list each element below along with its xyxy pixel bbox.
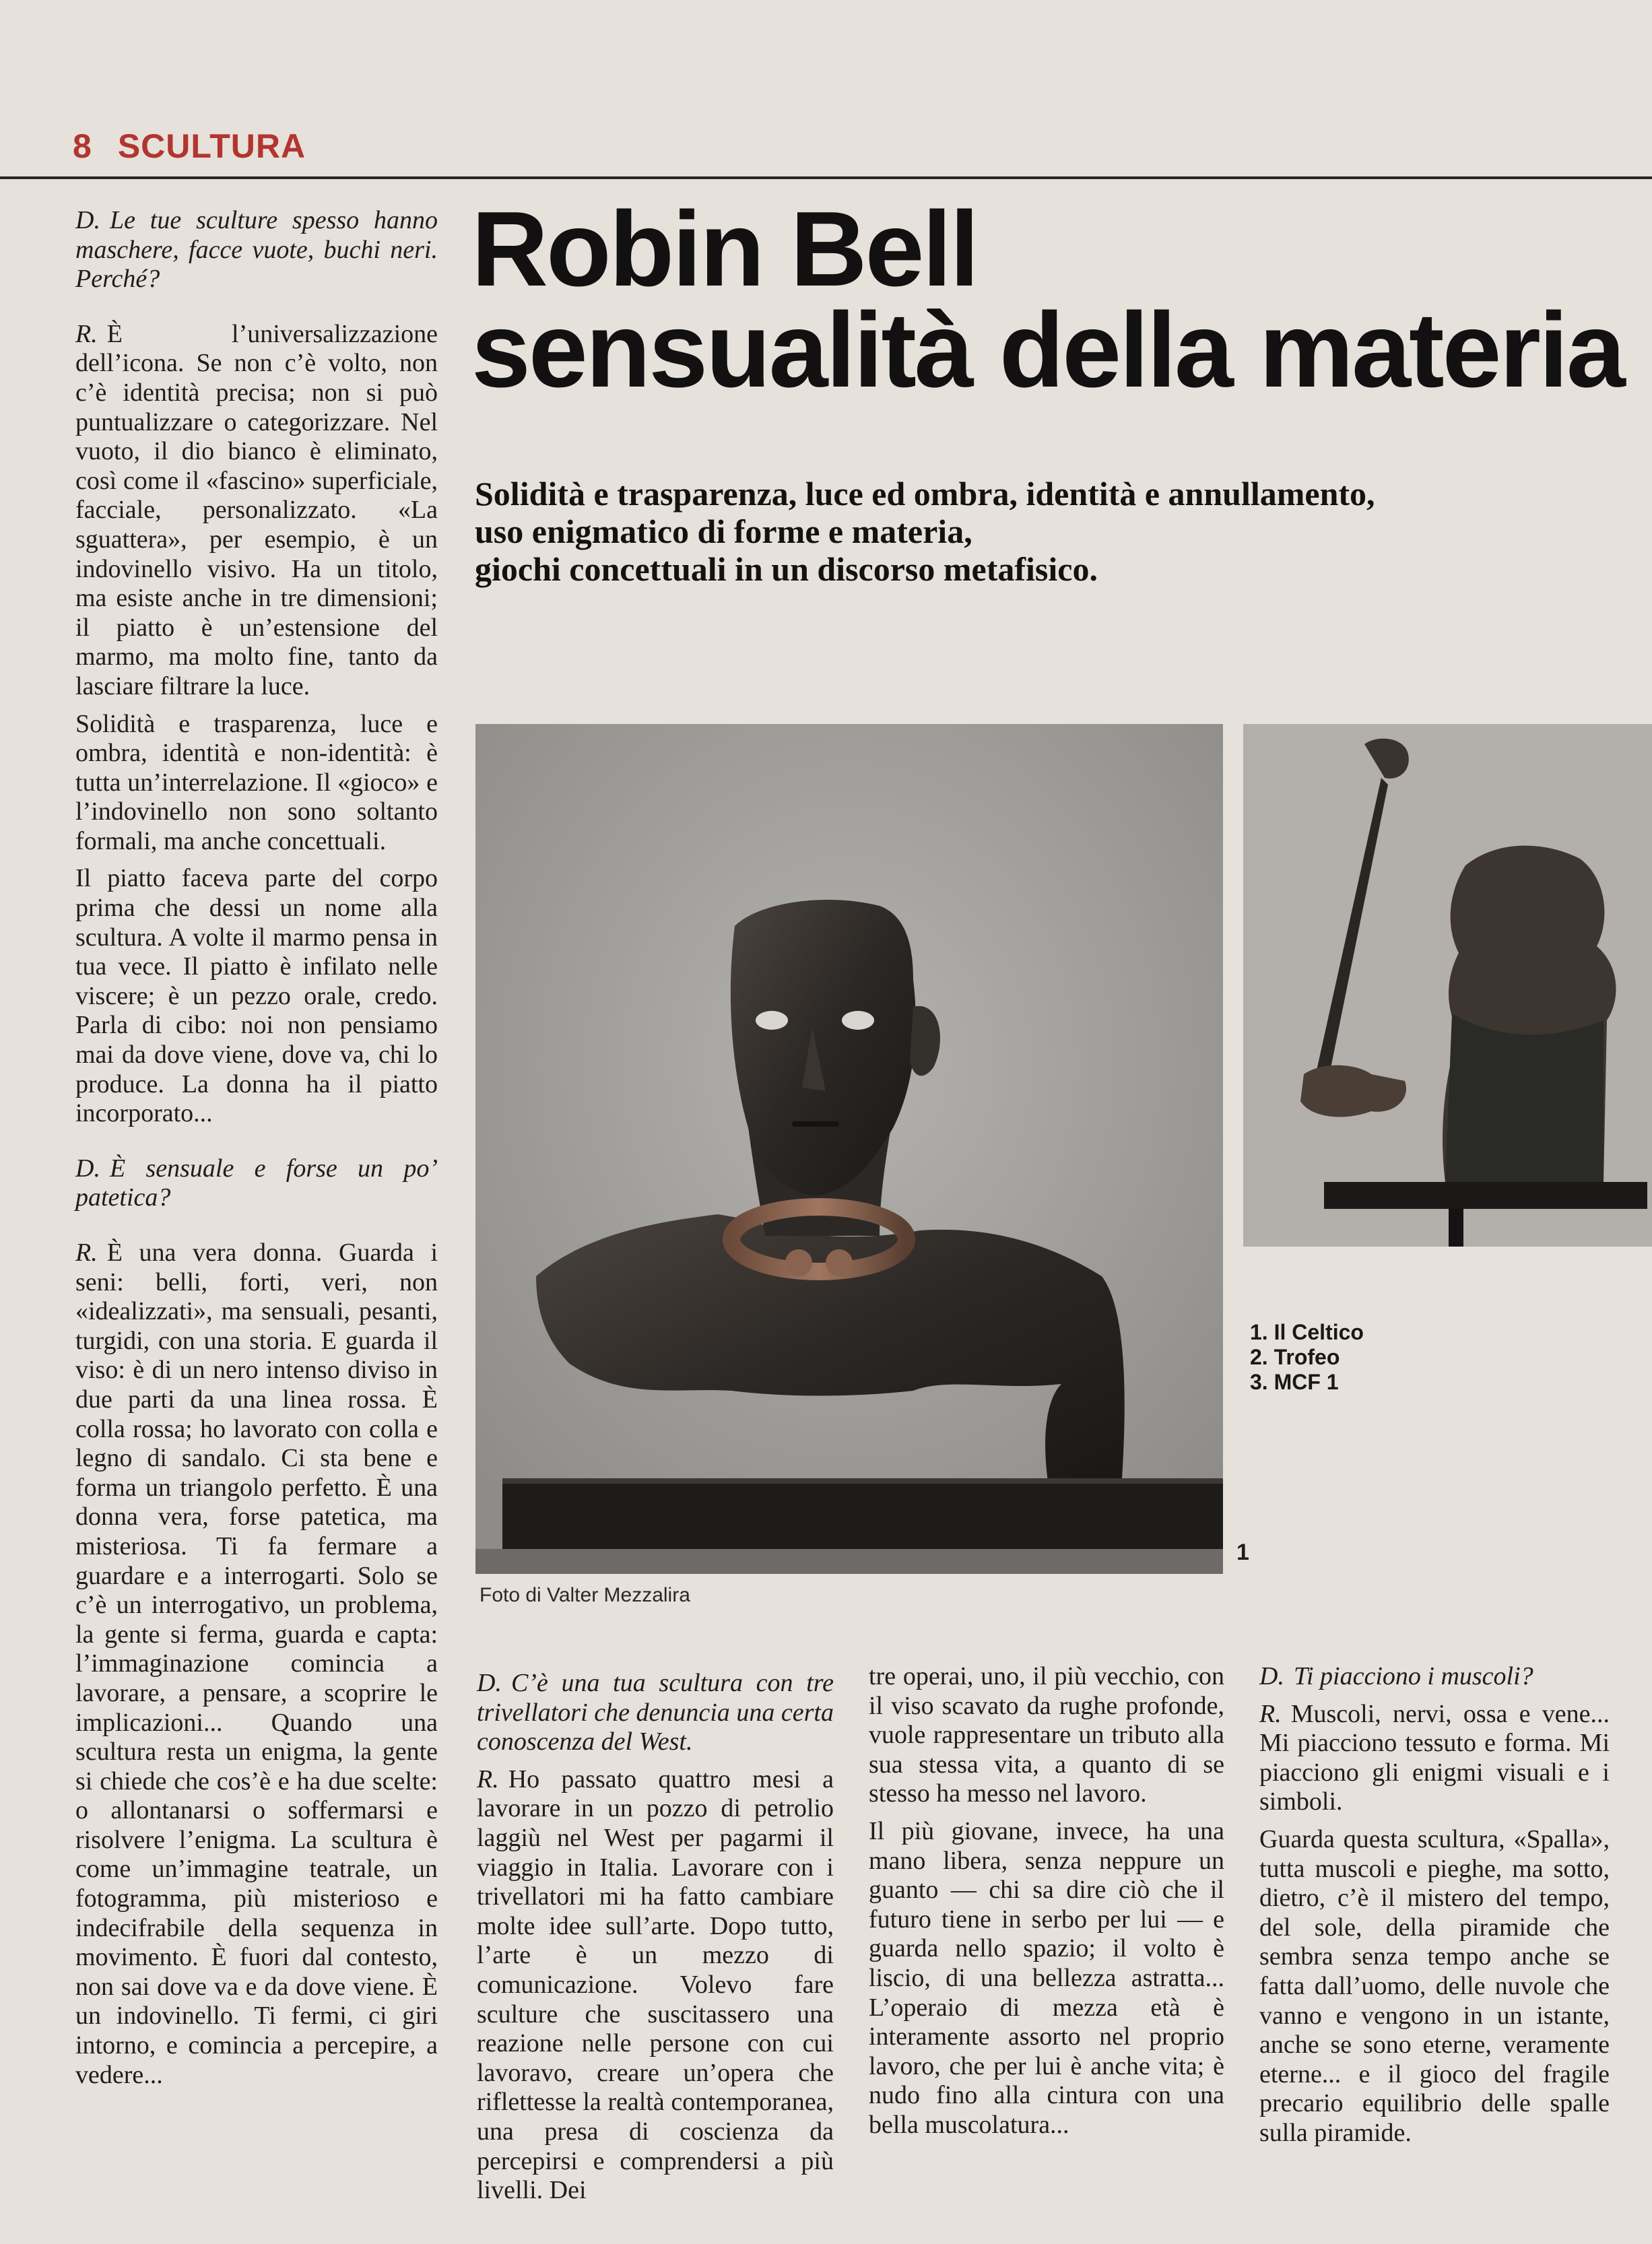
question-text: C’è una tua scultura con tre trivellatori che denuncia una certa conoscenza del West. [477,1669,834,1756]
question-lead: D. [75,206,100,234]
article-deck [475,475,1620,588]
question-paragraph [477,1669,834,1757]
article-title [471,190,1624,409]
answer-paragraph [75,320,438,702]
answer-lead: R. [75,319,98,348]
text-column-4 [1259,1662,1610,2156]
question-paragraph [75,206,438,294]
figure-number: 1 [1236,1540,1249,1565]
arm-sculpture-image [1243,724,1652,1247]
question-text: Le tue sculture spesso hanno maschere, facce vuote, buchi neri. Perché? [75,206,438,294]
sculpture-photo-trofeo [1243,724,1652,1247]
text-column-3 [869,1662,1224,2148]
deck-line-3: giochi concettuali in un discorso metafisico. [475,550,1098,588]
answer-text: È una vera donna. Guarda i seni: belli, forti, veri, non «idealizzati», ma sensuali, pesanti, turgidi, con una storia. E guarda il viso: è di un nero intenso diviso in due parti da una linea rossa. È colla rossa; ho lavorato con colla e legno di sandalo. Ci sta bene e forma un triangolo perfetto. È una donna vera, forse patetica, ma misteriosa. Ti fa fermare a guardare e a interrogarti. Solo se c’è un interrogativo, un problema, la gente si ferma, guarda e capta: l’immaginazione comincia a lavorare, a pensare, a scoprire le implicazioni... Quando una scultura resta un enigma, la gente si chiede che cos’è e ha due scelte: o allontanarsi o soffermarsi e risolvere l’enigma. La scultura è come un’immagine teatrale, un fotogramma, più misterioso e indecifrabile della sequenza in movimento. È fuori dal contesto, non sai dove va e da dove viene. È un indovinello. Ti fermi, ci giri intorno, e comincia a percepire, a vedere... [75,1239,438,2089]
question-text: È sensuale e forse un po’ patetica? [75,1154,438,1212]
text-column-1 [75,206,438,2098]
title-line-2: sensualità della materia [471,291,1624,409]
answer-paragraph [1259,1700,1610,1817]
answer-text: È l’universalizzazione dell’icona. Se non c’è volto, non c’è identità precisa; non si può puntualizzare o categorizzare. Nel vuoto, il dio bianco è eliminato, così come il «fascino» superficiale, facciale, personalizzato. «La sguattera», per esempio, è un indovinello visivo. Ha un titolo, ma esiste anche in tre dimensioni; il piatto è un’estensione del marmo, ma molto fine, tanto da lasciare filtrare la luce. [75,319,438,700]
answer-lead: R. [75,1239,98,1267]
header-rule [0,176,1652,179]
caption-list [1250,1320,1364,1395]
sculpture-photo-celtico [475,724,1223,1574]
question-lead: D. [477,1669,502,1697]
answer-text: Muscoli, nervi, ossa e vene... Mi piacciono tessuto e forma. Mi piacciono gli enigmi visuali e i simboli. [1259,1699,1610,1816]
photo-credit: Foto di Valter Mezzalira [480,1584,690,1606]
text-column-2 [477,1669,834,2214]
body-paragraph: Guarda questa scultura, «Spalla», tutta muscoli e pieghe, ma sotto, dietro, c’è il mistero del tempo, del sole, della piramide che sembra senza tempo anche se fatta dall’uomo, delle nuvole che vanno e vengono in un istante, anche se sono eterne, veramente eterne... e il gioco del fragile precario equilibrio delle spalle sulla piramide. [1259,1824,1610,2147]
section-title: SCULTURA [117,127,306,165]
answer-lead: R. [1259,1699,1282,1728]
question-lead: D. [1259,1662,1284,1690]
caption-item: 3. MCF 1 [1250,1370,1339,1394]
caption-item: 2. Trofeo [1250,1345,1340,1369]
bust-sculpture-image [475,724,1223,1574]
body-paragraph: Il più giovane, invece, ha una mano libera, senza neppure un guanto — chi sa dire ciò che il futuro tiene in serbo per lui — e guarda nello spazio; il volto è liscio, di una bellezza astratta... L’operaio di mezza età è interamente assorto nel proprio lavoro, che per lui è anche vita; è nudo fino alla cintura con una bella muscolatura... [869,1816,1224,2139]
body-paragraph: Solidità e trasparenza, luce e ombra, identità e non-identità: è tutta un’interrelazione. Il «gioco» e l’indovinello non sono soltanto formali, ma anche concettuali. [75,709,438,855]
body-paragraph: tre operai, uno, il più vecchio, con il viso scavato da rughe profonde, vuole rappresentare un tributo alla sua stessa vita, a quanto di se stesso ha messo nel lavoro. [869,1662,1224,1808]
caption-item: 1. Il Celtico [1250,1320,1364,1344]
title-line-1: Robin Bell [471,190,978,308]
question-text: Ti piacciono i muscoli? [1293,1662,1533,1690]
question-paragraph [1259,1662,1610,1692]
answer-text: Ho passato quattro mesi a lavorare in un pozzo di petrolio laggiù nel West per pagarmi il viaggio in Italia. Lavorare con i trivellatori mi ha fatto cambiare molte idee sull’arte. Dopo tutto, l’arte è un mezzo di comunicazione. Volevo fare sculture che suscitassero una reazione nelle persone con cui lavoravo, creare un’opera che riflettesse la realtà contemporanea, una presa di coscienza da percepirsi e comprendersi a più livelli. Dei [477,1764,834,2205]
page-number: 8 [73,127,92,165]
question-paragraph [75,1154,438,1213]
body-paragraph: Il piatto faceva parte del corpo prima che dessi un nome alla scultura. A volte il marmo pensa in tua vece. Il piatto è infilato nelle viscere; è un pezzo orale, credo. Parla di cibo: noi non pensiamo mai da dove viene, dove va, chi lo produce. La donna ha il piatto incorporato... [75,864,438,1128]
question-lead: D. [75,1154,100,1183]
answer-lead: R. [477,1764,499,1793]
answer-paragraph [477,1765,834,2206]
deck-line-2: uso enigmatico di forme e materia, [475,513,972,550]
deck-line-1: Solidità e trasparenza, luce ed ombra, identità e annullamento, [475,475,1375,513]
answer-paragraph [75,1239,438,2090]
running-head [73,127,306,166]
